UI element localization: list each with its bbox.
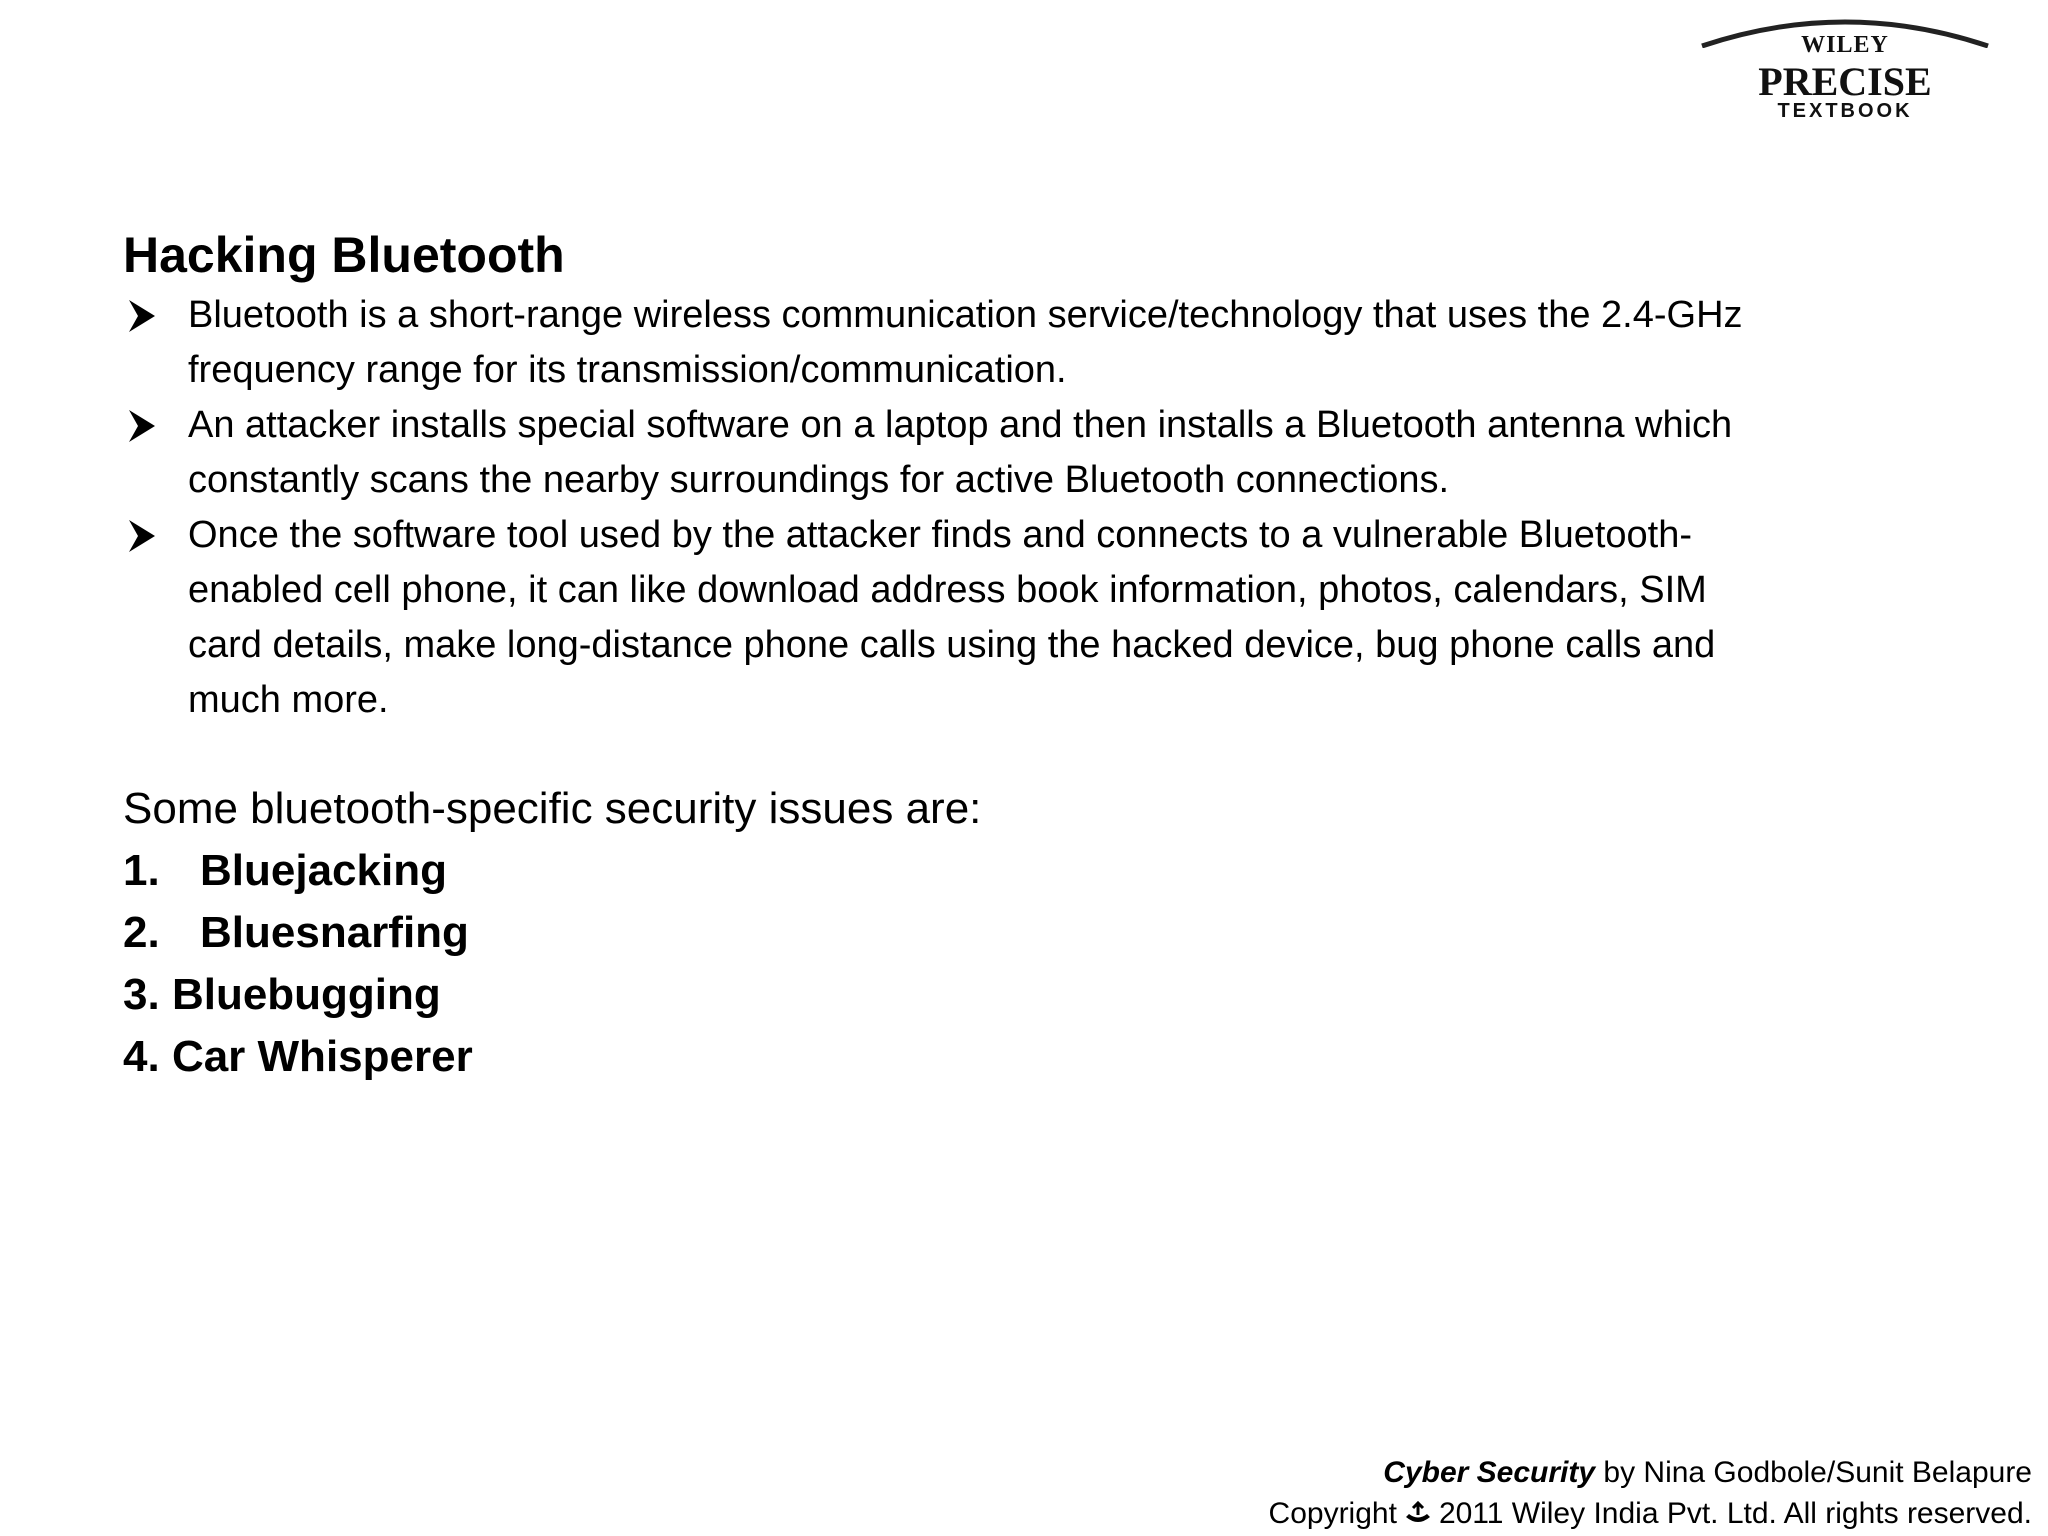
bullet-text-line: frequency range for its transmission/communication.	[188, 349, 1067, 391]
issues-intro: Some bluetooth-specific security issues are:	[123, 784, 982, 833]
logo-brand: WILEY	[1801, 32, 1889, 58]
slide-content	[123, 222, 1923, 1088]
arrowhead-bullet-icon	[127, 408, 157, 444]
logo-kind: TEXTBOOK	[1777, 100, 1913, 122]
bullet-text-line: enabled cell phone, it can like download address book information, photos, calendars, SIM	[188, 569, 1707, 611]
bullet-item	[123, 398, 2038, 508]
footer-authors: by Nina Godbole/Sunit Belapure	[1595, 1456, 2032, 1489]
slide-title: Hacking Bluetooth	[123, 227, 565, 283]
bullet-text-line: An attacker installs special software on a laptop and then installs a Bluetooth antenna which	[188, 404, 1733, 446]
arrowhead-bullet-icon	[127, 298, 157, 334]
issue-number: 2.	[123, 908, 160, 957]
issue-label: Bluesnarfing	[200, 908, 469, 957]
copyright-rest: 2011 Wiley India Pvt. Ltd. All rights reserved.	[1438, 1497, 2032, 1530]
bullet-text-line: constantly scans the nearby surroundings for active Bluetooth connections.	[188, 459, 1450, 501]
issue-item	[123, 840, 1923, 902]
bullet-text-line: Bluetooth is a short-range wireless communication service/technology that uses the 2.4-GHz	[188, 294, 1743, 336]
issue-number: 3.	[123, 970, 160, 1019]
issue-item	[123, 1026, 1923, 1088]
bullet-list	[123, 288, 1923, 728]
bullet-item	[123, 288, 2038, 398]
bullet-text-line: card details, make long-distance phone calls using the hacked device, bug phone calls and	[188, 624, 1716, 666]
footer-book-title: Cyber Security	[1383, 1456, 1596, 1489]
issue-item	[123, 964, 1923, 1026]
wiley-precise-logo	[1700, 8, 1990, 122]
bullet-text-line: much more.	[188, 679, 389, 721]
issue-label: Bluebugging	[171, 970, 441, 1019]
issue-number: 4.	[123, 1032, 160, 1081]
issue-number: 1.	[123, 846, 160, 895]
issue-label: Car Whisperer	[171, 1032, 473, 1081]
logo-series: PRECISE	[1758, 59, 1932, 104]
copyright-prefix: Copyright	[1268, 1497, 1397, 1530]
issue-item	[123, 902, 1923, 964]
slide-footer	[1269, 1452, 2032, 1534]
footer-copyright	[1269, 1493, 2032, 1534]
copyright-icon	[1403, 1501, 1433, 1525]
bullet-item	[123, 508, 2038, 728]
arrowhead-bullet-icon	[127, 518, 157, 554]
issue-label: Bluejacking	[200, 846, 447, 895]
footer-credit	[1269, 1452, 2032, 1493]
bullet-text-line: Once the software tool used by the attacker finds and connects to a vulnerable Bluetooth-	[188, 514, 1693, 556]
